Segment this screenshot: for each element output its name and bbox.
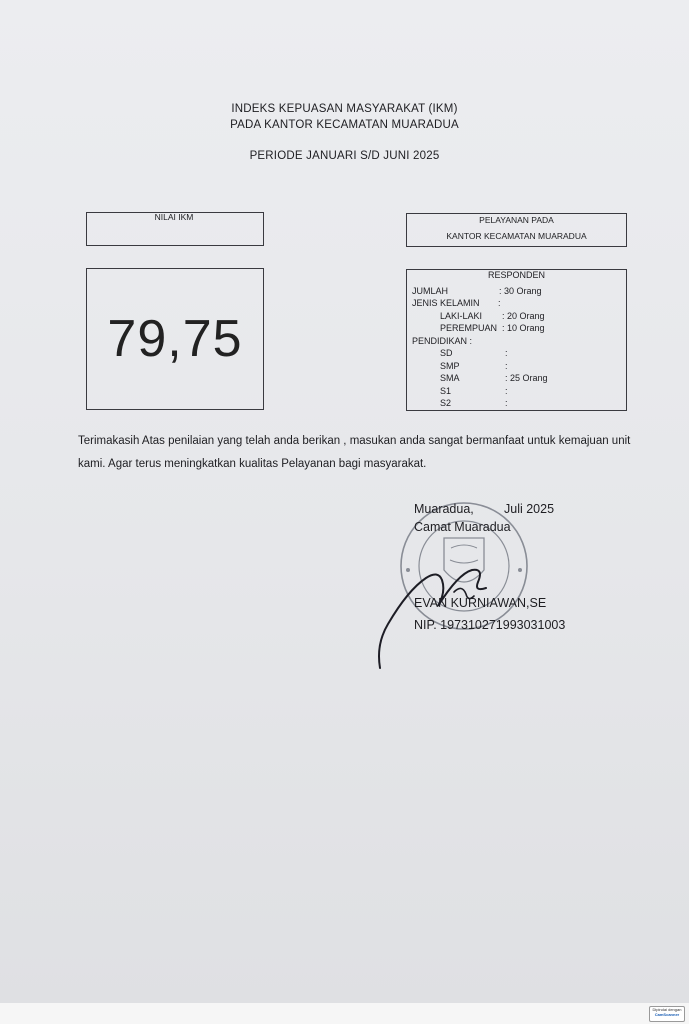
s2-label: S2 [440, 398, 452, 408]
message-line1: Terimakasih Atas penilaian yang telah anda berikan , masukan anda sangat bermanfaat untuk kemajuan unit [78, 435, 631, 447]
ikm-value: 79,75 [107, 310, 243, 368]
gender-label: JENIS KELAMIN [412, 298, 480, 308]
s2-value: : [505, 398, 508, 408]
scan-bottom-strip [0, 1003, 689, 1024]
sma-value: : 25 Orang [505, 373, 548, 383]
female-label: PEREMPUAN [440, 323, 498, 333]
signatory-nip: NIP. 197310271993031003 [414, 618, 566, 632]
education-label: PENDIDIKAN : [412, 336, 473, 346]
female-value: : 10 Orang [502, 323, 545, 333]
total-value: : 30 Orang [499, 286, 542, 296]
gender-colon: : [498, 298, 501, 308]
s1-value: : [505, 386, 508, 396]
service-line1: PELAYANAN PADA [479, 215, 554, 225]
camscanner-badge-line1: Dipindai dengan [652, 1007, 682, 1012]
camscanner-badge-line2: CamScanner [654, 1012, 680, 1017]
title-line2: PADA KANTOR KECAMATAN MUARADUA [230, 119, 459, 131]
handwritten-signature-icon [374, 548, 504, 672]
male-label: LAKI-LAKI [440, 311, 483, 321]
smp-label: SMP [440, 361, 460, 371]
sma-label: SMA [440, 373, 460, 383]
signature-place: Muaradua, [414, 502, 474, 516]
signature-position: Camat Muaradua [414, 520, 511, 534]
total-label: JUMLAH [412, 286, 449, 296]
sd-label: SD [440, 348, 453, 358]
service-line2: KANTOR KECAMATAN MUARADUA [446, 231, 587, 241]
smp-value: : [505, 361, 508, 371]
signature-date: Juli 2025 [504, 502, 555, 516]
signatory-name: EVAN KURNIAWAN,SE [414, 596, 547, 610]
male-value: : 20 Orang [502, 311, 545, 321]
sd-value: : [505, 348, 508, 358]
title-line1: INDEKS KEPUASAN MASYARAKAT (IKM) [231, 103, 458, 115]
message-line2: kami. Agar terus meningkatkan kualitas Pelayanan bagi masyarakat. [78, 458, 427, 470]
ikm-label: NILAI IKM [154, 212, 194, 222]
camscanner-badge [649, 1006, 685, 1022]
respondents-heading: RESPONDEN [487, 270, 545, 280]
period-title: PERIODE JANUARI S/D JUNI 2025 [249, 150, 440, 162]
s1-label: S1 [440, 386, 452, 396]
